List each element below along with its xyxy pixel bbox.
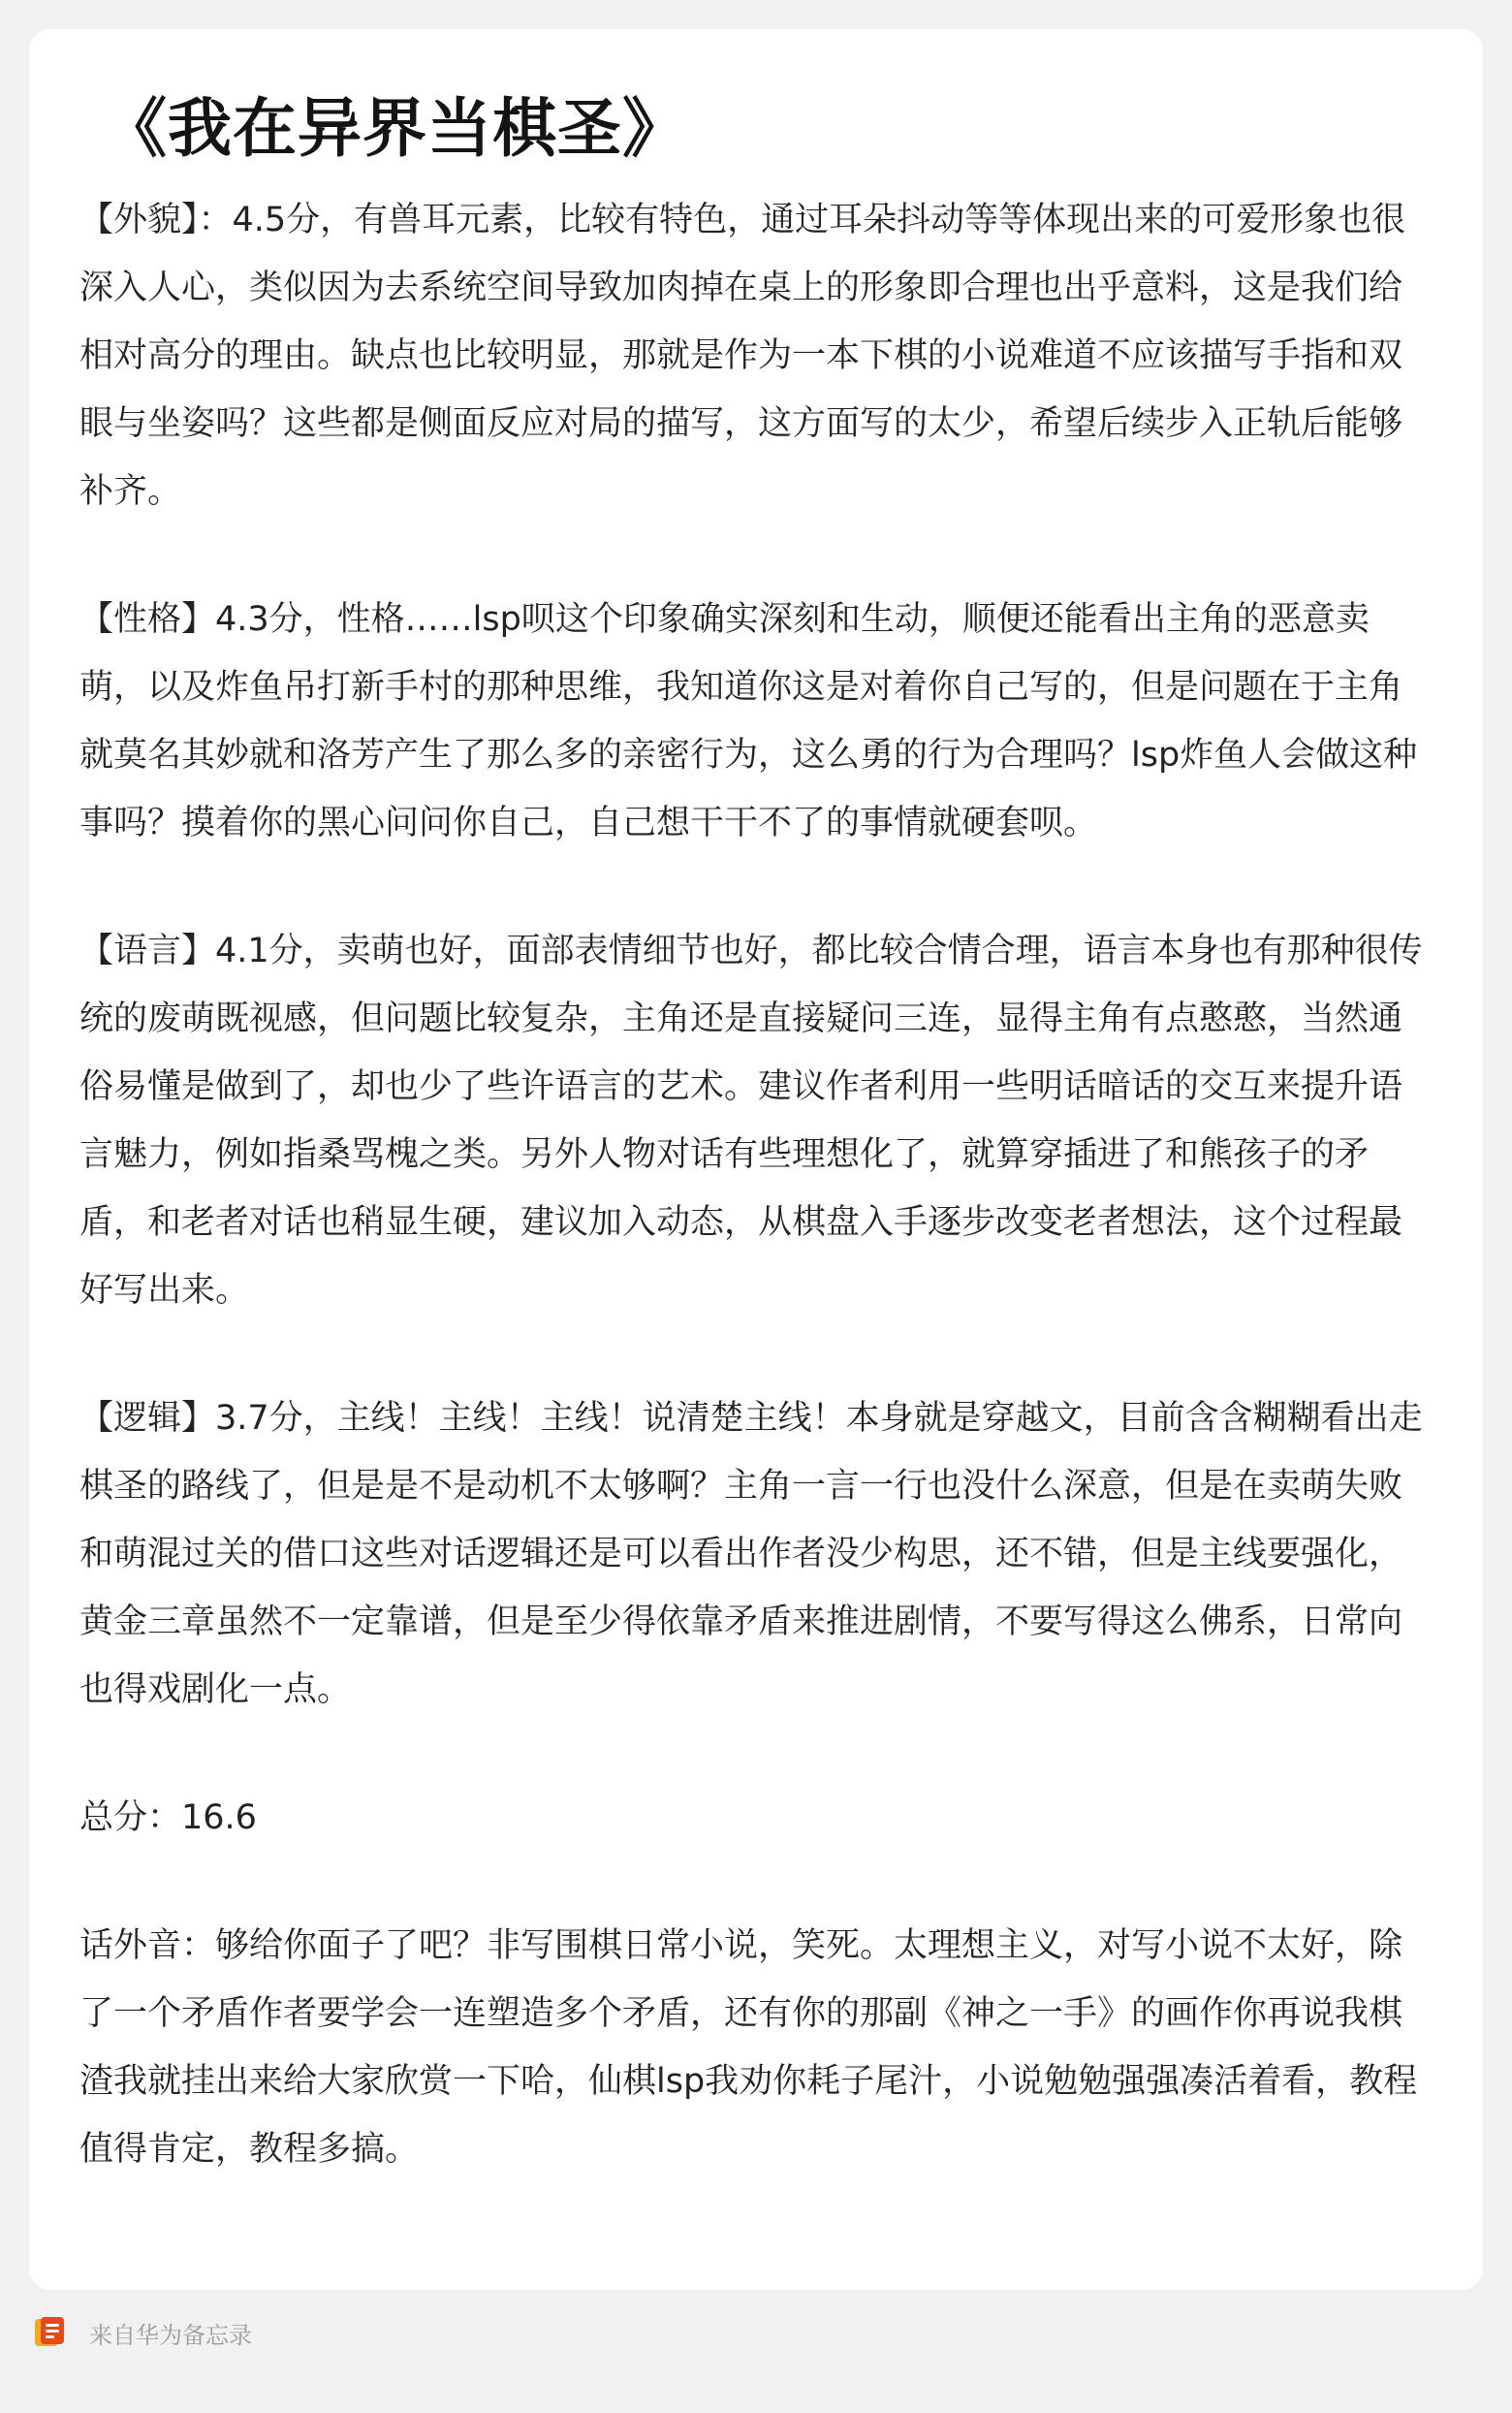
total-score: 总分：16.6: [79, 1798, 257, 1837]
note-title: 《我在异界当棋圣》: [103, 91, 687, 166]
paragraph-aside: 话外音：够给你面子了吧？非写围棋日常小说，笑死。太理想主义，对写小说不太好，除了一个矛盾作者要学会一连塑造多个矛盾，还有你的那副《神之一手》的画作你再说我棋渣我就挂出来给大家欣赏一下哈，仙棋lsp我劝你耗子尾汁，小说勉勉强强凑活着看，教程值得肯定，教程多搞。: [79, 1926, 1418, 2169]
paragraph-personality: 【性格】4.3分，性格……lsp呗这个印象确实深刻和生动，顺便还能看出主角的恶意卖萌，以及炸鱼吊打新手村的那种思维，我知道你这是对着你自己写的，但是问题在于主角就莫名其妙就和洛芳产生了那么多的亲密行为，这么勇的行为合理吗？lsp炸鱼人会做这种事吗？摸着你的黑心问问你自己，自己想干干不了的事情就硬套呗。: [79, 600, 1418, 842]
note-body: [79, 186, 1434, 2183]
paragraph-logic: 【逻辑】3.7分，主线！主线！主线！说清楚主线！本身就是穿越文，目前含含糊糊看出走棋圣的路线了，但是是不是动机不太够啊？主角一言一行也没什么深意，但是在卖萌失败和萌混过关的借口这些对话逻辑还是可以看出作者没少构思，还不错，但是主线要强化，黄金三章虽然不一定靠谱，但是至少得依靠矛盾来推进剧情，不要写得这么佛系，日常向也得戏剧化一点。: [79, 1399, 1423, 1709]
note-card: [29, 29, 1483, 2290]
huawei-notes-icon: [33, 2316, 66, 2349]
source-footer: [33, 2313, 252, 2352]
paragraph-language: 【语言】4.1分，卖萌也好，面部表情细节也好，都比较合情合理，语言本身也有那种很传统的废萌既视感，但问题比较复杂，主角还是直接疑问三连，显得主角有点憨憨，当然通俗易懂是做到了，却也少了些许语言的艺术。建议作者利用一些明话暗话的交互来提升语言魅力，例如指桑骂槐之类。另外人物对话有些理想化了，就算穿插进了和熊孩子的矛盾，和老者对话也稍显生硬，建议加入动态，从棋盘入手逐步改变老者想法，这个过程最好写出来。: [79, 932, 1423, 1310]
paragraph-appearance: 【外貌】：4.5分，有兽耳元素，比较有特色，通过耳朵抖动等等体现出来的可爱形象也很深入人心，类似因为去系统空间导致加肉掉在桌上的形象即合理也出乎意料，这是我们给相对高分的理由。缺点也比较明显，那就是作为一本下棋的小说难道不应该描写手指和双眼与坐姿吗？这些都是侧面反应对局的描写，这方面写的太少，希望后续步入正轨后能够补齐。: [79, 201, 1406, 511]
source-label: 来自华为备忘录: [89, 2321, 252, 2349]
